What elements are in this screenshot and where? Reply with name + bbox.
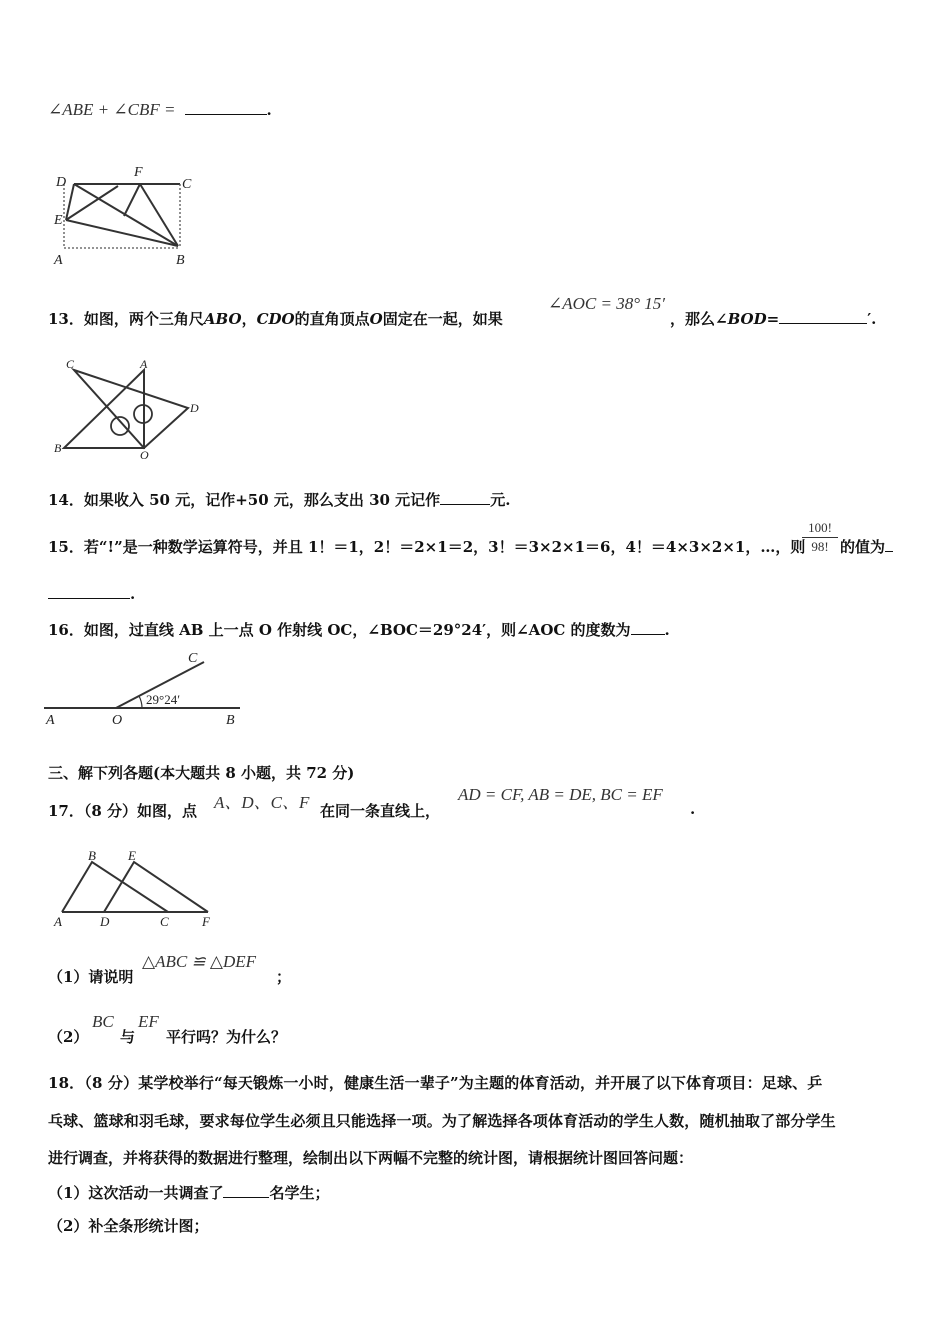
q17-points: A、D、C、F [214,793,310,812]
q17-part2-ef: EF [138,1012,159,1031]
q17-part1-tail: ； [276,968,292,986]
question-13 [48,308,503,329]
q15-fraction [802,520,838,555]
q12-expression: ∠ABE + ∠CBF = [48,100,176,119]
q17-tail: . [690,800,696,818]
q18-part2: （2）补全条形统计图； [48,1217,209,1235]
fig13-label-d: D [190,401,199,415]
figure-16-ray [44,646,244,728]
q13-angle-expression: ∠AOC = 38° 15′ [548,294,665,313]
q15-answer-blank-start[interactable] [885,551,893,552]
q18-answer-blank[interactable] [223,1197,269,1198]
q15-denominator: 98! [811,539,829,554]
fig13-label-b: B [54,441,62,455]
fig12-line-db [74,184,178,246]
q18-line-1: 18．（8 分）某学校举行“每天锻炼一小时，健康生活一辈子”为主题的体育活动，并开展了以下体育项目：足球、乒 [48,1074,823,1092]
fig17-label-b: B [88,848,96,863]
q16-answer-blank[interactable] [631,634,665,635]
fig12-label-f: F [134,165,143,180]
q12-answer-blank[interactable] [185,114,267,115]
q17-part1-label: （1）请说明 [48,968,134,986]
q13-number: 13． [48,310,84,328]
fig17-label-a: A [54,914,62,929]
q15-text2: 的值为 [840,538,886,556]
fig12-label-e: E [54,213,63,228]
q13-abo: ABO [203,310,242,328]
q13-text-d: ，那么∠ [670,310,728,328]
fig13-right-angle-mark-1 [111,417,129,435]
figure-17-triangles [48,846,218,932]
q13-text-c: 固定在一起，如果 [382,310,503,328]
question-17 [48,800,197,821]
q14-text: 14．如果收入 50 元，记作+50 元，那么支出 30 元记作 [48,491,441,509]
fig12-line-f-mid [124,184,140,216]
figure-13-triangles [50,356,210,462]
q13-text-b: 的直角顶点 [294,310,370,328]
q14-tail: 元. [490,491,511,509]
q18-line-3: 进行调查，并将获得的数据进行整理，绘制出以下两幅不完整的统计图，请根据统计图回答问题： [48,1149,694,1167]
q15-numerator: 100! [802,520,838,538]
q13-sep: ， [241,310,257,328]
q18-part1-text: （1）这次活动一共调查了 [48,1184,224,1202]
fig12-line-fb [140,184,178,246]
q13-text-e: = [766,310,780,328]
q15-tail: . [130,585,136,603]
fig16-label-c: C [188,651,198,666]
q13-tail-mark: ′. [867,310,877,328]
fig12-label-c: C [182,177,192,192]
fig13-triangle-abo [64,370,144,448]
fig16-angle-label: 29°24′ [146,692,181,707]
q13-bod: BOD [727,310,767,328]
q13-cdo: CDO [256,310,295,328]
q18-part1-tail: 名学生； [269,1184,330,1202]
fig12-line-eb [66,220,178,246]
q17-number: 17．（8 分）如图，点 [48,802,198,820]
fig17-triangle-abc [62,862,168,912]
q17-text2: 在同一条直线上， [320,802,441,820]
q18-line-2: 乓球、篮球和羽毛球，要求每位学生必须且只能选择一项。为了解选择各项体育活动的学生人数，随机抽取了部分学生 [48,1112,836,1130]
q16-text: 16．如图，过直线 AB 上一点 O 作射线 OC，∠BOC＝29°24′，则∠AOC 的度数为 [48,621,631,639]
fig13-label-a: A [140,357,148,371]
fig12-label-d: D [56,175,67,190]
q17-part1-math: △ABC ≌ △DEF [142,952,257,971]
fig12-line-e-mid [66,186,118,220]
question-14 [48,489,510,510]
q12-line [48,100,272,120]
fig13-label-c: C [66,357,75,371]
section-3-title: 三、解下列各题(本大题共 8 小题，共 72 分) [48,764,355,782]
fig17-label-d: D [100,914,110,929]
q13-tail [670,308,876,329]
q13-text-a: 如图，两个三角尺 [83,310,204,328]
q13-o: O [369,310,383,328]
figure-12-rectangle [48,162,208,270]
q17-part2-bc: BC [92,1012,114,1031]
q15-answer-line [48,585,135,603]
q13-answer-blank[interactable] [779,323,867,324]
fig17-label-e: E [128,848,136,863]
fig17-label-c: C [160,914,169,929]
q17-part2-and: 与 [120,1028,136,1046]
fig16-label-a: A [46,713,55,728]
q17-part2-text: 平行吗？为什么？ [166,1028,287,1046]
fig12-label-a: A [54,253,63,268]
fig16-angle-arc [139,696,142,708]
q15-text: 15．若“!”是一种数学运算符号，并且 1！＝1，2！＝2×1＝2，3！＝3×2×1＝6，4！＝4×3×2×1，…，则 [48,538,806,556]
fig16-label-b: B [226,713,235,728]
question-16 [48,619,670,640]
q16-tail: . [664,621,670,639]
fig12-label-b: B [176,253,185,268]
fig16-label-o: O [112,713,123,728]
fig17-label-f: F [202,914,210,929]
fig13-label-o: O [140,448,149,462]
q18-part1 [48,1182,329,1203]
q14-answer-blank[interactable] [440,504,490,505]
q17-part2-label: （2） [48,1028,89,1046]
q17-given: AD = CF, AB = DE, BC = EF [458,785,663,804]
q15-answer-blank[interactable] [48,598,130,599]
q12-period: . [266,101,272,119]
question-15 [48,536,805,557]
q15-tail-line [840,536,893,557]
